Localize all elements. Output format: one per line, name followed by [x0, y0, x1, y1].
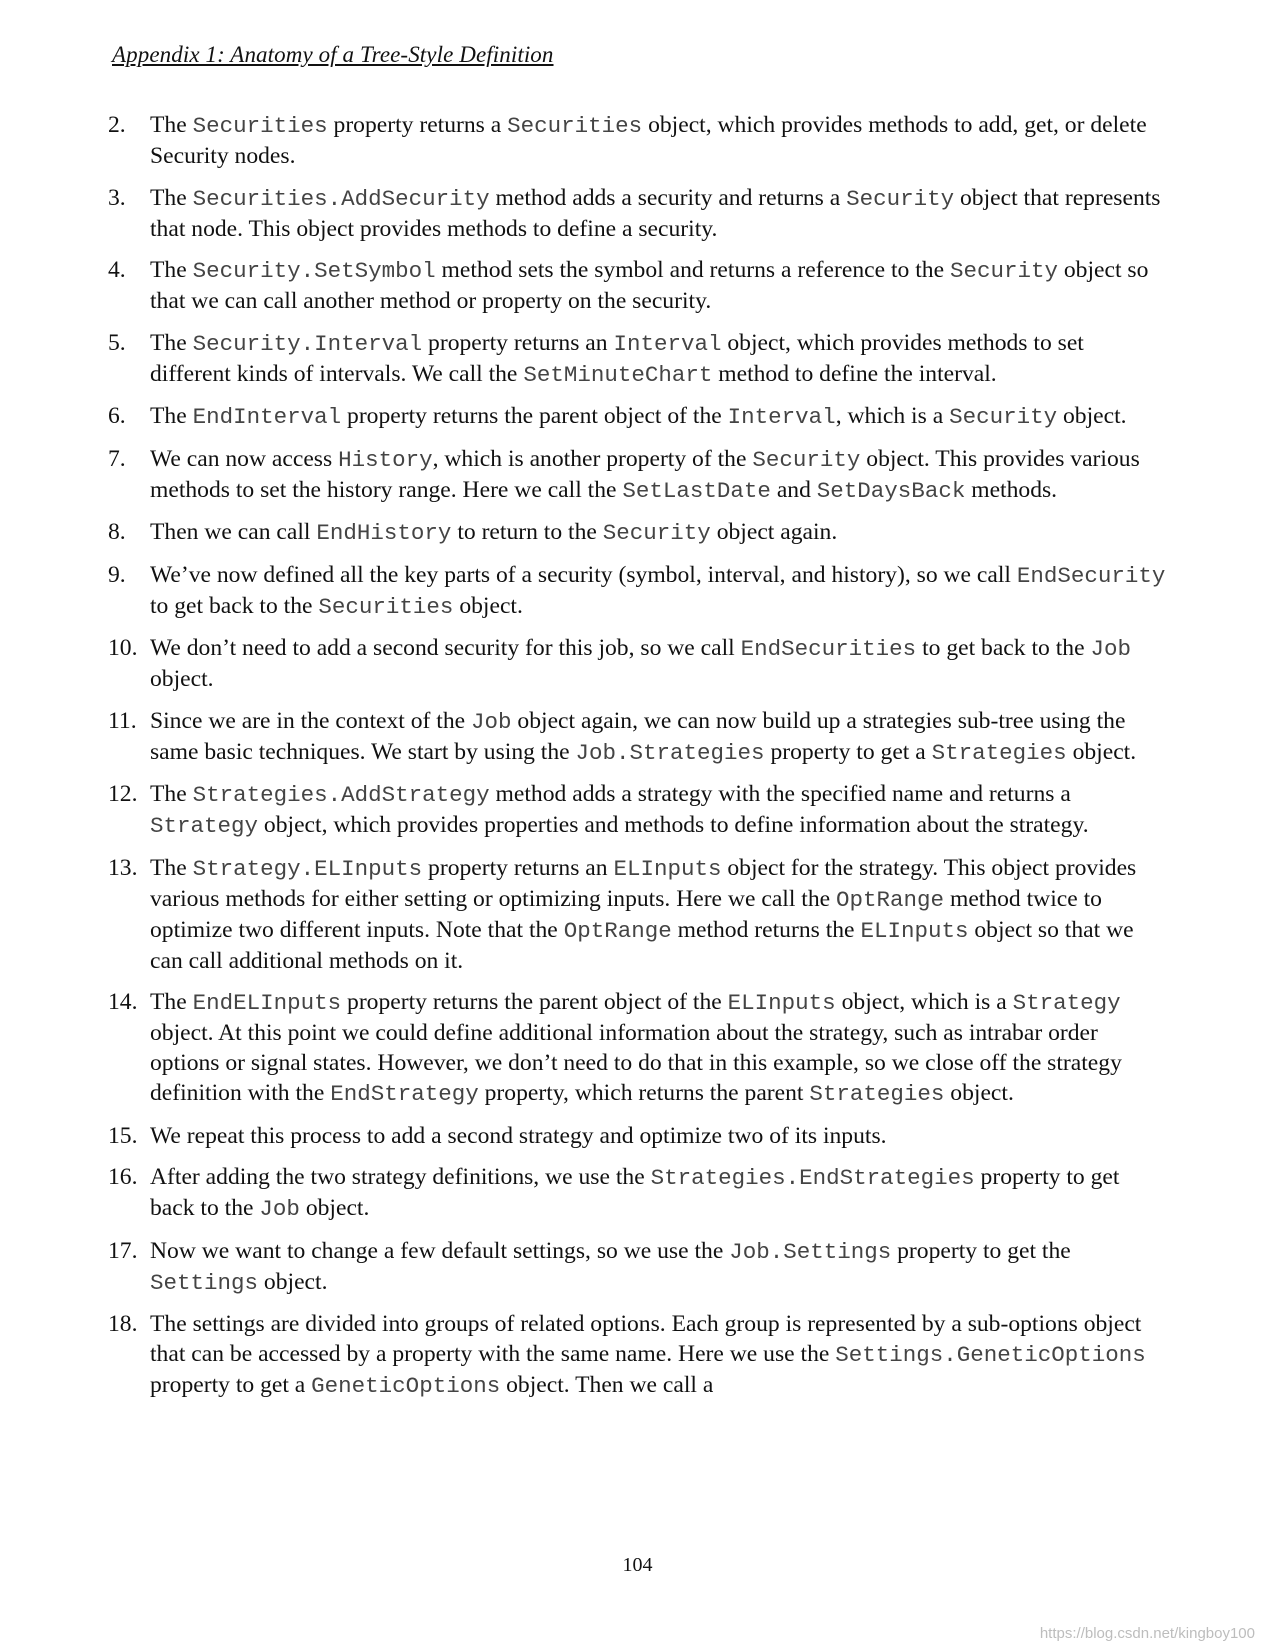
- text-run: Then we can call: [150, 519, 317, 545]
- list-item-number: 7.: [108, 445, 126, 472]
- code-term: Security: [846, 185, 955, 212]
- text-run: property returns a: [327, 112, 508, 138]
- code-term: EndInterval: [192, 404, 342, 430]
- code-term: Strategy.ELInputs: [192, 855, 423, 882]
- text-run: object so that we can call another method or property on the security.: [150, 257, 1149, 314]
- code-term: Securities: [192, 113, 328, 139]
- list-item-number: 3.: [108, 184, 126, 211]
- list-item-number: 10.: [108, 635, 138, 661]
- list-item-number: 15.: [108, 1122, 138, 1149]
- code-term: Job.Strategies: [575, 739, 765, 766]
- code-term: Strategy: [150, 813, 259, 839]
- list-item: [108, 987, 1168, 1109]
- text-run: , which is a: [835, 403, 950, 429]
- code-term: Security: [949, 258, 1058, 284]
- list-item: [108, 1309, 1168, 1401]
- list-item: [108, 110, 1168, 171]
- text-run: to get back to the: [150, 592, 319, 619]
- text-run: property returns an: [422, 854, 614, 881]
- code-term: ELInputs: [727, 990, 836, 1016]
- list-item: [108, 444, 1168, 506]
- code-term: EndStrategy: [330, 1081, 479, 1107]
- text-run: The: [150, 184, 193, 211]
- list-item: [108, 328, 1168, 390]
- code-term: Security.SetSymbol: [192, 258, 436, 284]
- list-item: [108, 706, 1168, 768]
- text-run: property returns an: [422, 329, 614, 356]
- text-run: to get back to the: [916, 635, 1091, 661]
- list-item-number: 16.: [108, 1164, 138, 1190]
- list-item-number: 9.: [108, 561, 126, 588]
- text-run: object. At this point we could define additional information about the strategy, such as intrabar order options or signal states. However, we don’t need to do that in this example, so we close off the strategy definition with the: [150, 1020, 1122, 1106]
- text-run: object.: [150, 666, 214, 692]
- page-number: 104: [622, 1554, 653, 1576]
- text-run: We can now access: [150, 445, 339, 472]
- text-run: methods.: [965, 476, 1058, 503]
- text-run: method twice to optimize two different inputs. Note that the: [150, 885, 1102, 943]
- text-run: The: [150, 257, 193, 283]
- list-item: [108, 779, 1168, 841]
- text-run: object. Then we call a: [500, 1372, 714, 1398]
- text-run: object.: [258, 1268, 328, 1295]
- list-item-number: 18.: [108, 1311, 138, 1337]
- text-run: object.: [1066, 738, 1137, 765]
- text-run: object. This provides various methods to set the history range. Here we call the: [150, 445, 1140, 503]
- code-term: OptRange: [563, 917, 672, 944]
- list-item: [108, 401, 1168, 432]
- watermark: https://blog.csdn.net/kingboy100: [1039, 1625, 1255, 1642]
- list-item: [108, 1162, 1168, 1224]
- code-term: Strategies: [809, 1081, 945, 1107]
- list-item-number: 4.: [108, 257, 126, 283]
- text-run: We don’t need to add a second security for this job, so we call: [150, 635, 741, 661]
- code-term: Settings: [150, 1269, 259, 1296]
- code-term: Job.Settings: [729, 1238, 892, 1265]
- list-item: [108, 560, 1168, 622]
- code-term: Securities: [318, 593, 454, 620]
- text-run: We repeat this process to add a second strategy and optimize two of its inputs.: [150, 1122, 887, 1149]
- text-run: The: [150, 781, 193, 807]
- text-run: to return to the: [451, 519, 603, 545]
- text-run: property, which returns the parent: [478, 1080, 810, 1106]
- list-item: [108, 255, 1168, 316]
- text-run: The: [150, 112, 193, 138]
- code-term: Strategies.EndStrategies: [650, 1165, 975, 1191]
- list-item-number: 14.: [108, 989, 138, 1015]
- text-run: Since we are in the context of the: [150, 707, 472, 734]
- text-run: object.: [944, 1080, 1014, 1106]
- text-run: object.: [453, 592, 523, 619]
- text-run: object for the strategy. This object provides various methods for either setting or optimizing inputs. Here we call the: [150, 854, 1137, 912]
- list-item: [108, 853, 1168, 976]
- text-run: property returns the parent object of the: [341, 403, 728, 429]
- code-term: EndHistory: [316, 520, 452, 546]
- text-run: method returns the: [671, 916, 861, 943]
- code-term: Strategy: [1012, 990, 1121, 1016]
- text-run: method to define the interval.: [712, 360, 997, 387]
- code-term: ELInputs: [613, 855, 722, 882]
- numbered-list: [108, 110, 1168, 1413]
- text-run: property to get back to the: [150, 1164, 1120, 1221]
- text-run: method adds a strategy with the specified name and returns a: [489, 781, 1071, 807]
- code-term: Strategies.AddStrategy: [192, 782, 490, 808]
- code-term: EndSecurity: [1016, 562, 1166, 589]
- text-run: object that represents that node. This object provides methods to define a security.: [150, 184, 1161, 242]
- text-run: property to get a: [764, 738, 932, 765]
- code-term: ELInputs: [860, 917, 969, 944]
- text-run: object again, we can now build up a strategies sub-tree using the same basic techniques. We start by using the: [150, 707, 1126, 765]
- text-run: object, which is a: [835, 989, 1013, 1015]
- code-term: SetMinuteChart: [523, 361, 713, 388]
- list-item-number: 13.: [108, 854, 138, 881]
- text-run: The: [150, 989, 193, 1015]
- text-run: object.: [299, 1195, 370, 1221]
- code-term: Job: [259, 1196, 300, 1222]
- list-item-number: 2.: [108, 112, 126, 138]
- list-item: [108, 1121, 1168, 1151]
- text-run: object, which provides properties and methods to define information about the strategy.: [258, 812, 1089, 838]
- list-item: [108, 633, 1168, 694]
- text-run: and: [770, 476, 817, 503]
- list-item-number: 17.: [108, 1237, 138, 1264]
- text-run: Now we want to change a few default settings, so we use the: [150, 1237, 730, 1264]
- text-run: property returns the parent object of the: [341, 989, 728, 1015]
- list-item-number: 12.: [108, 781, 138, 807]
- list-item-number: 11.: [108, 707, 137, 734]
- text-run: The: [150, 403, 193, 429]
- text-run: property to get a: [150, 1372, 312, 1398]
- list-item-number: 8.: [108, 519, 126, 545]
- text-run: object, which provides methods to set different kinds of intervals. We call the: [150, 329, 1084, 387]
- code-term: OptRange: [836, 886, 945, 913]
- page-header: Appendix 1: Anatomy of a Tree-Style Definition: [112, 42, 554, 67]
- code-term: SetDaysBack: [816, 477, 966, 504]
- text-run: property to get the: [891, 1237, 1071, 1264]
- code-term: Security: [602, 520, 711, 546]
- text-run: We’ve now defined all the key parts of a security (symbol, interval, and history), so we call: [150, 561, 1017, 588]
- code-term: GeneticOptions: [311, 1373, 501, 1399]
- text-run: method adds a security and returns a: [489, 184, 847, 211]
- text-run: object.: [1057, 403, 1127, 429]
- code-term: Security.Interval: [192, 330, 423, 357]
- list-item: [108, 183, 1168, 244]
- code-term: Interval: [727, 404, 836, 430]
- code-term: Job: [471, 708, 512, 735]
- code-term: Securities: [507, 113, 643, 139]
- code-term: Securities.AddSecurity: [192, 185, 490, 212]
- text-run: The settings are divided into groups of related options. Each group is represented by a sub-options object that can be accessed by a property with the same name. Here we use the: [150, 1311, 1142, 1367]
- code-term: History: [338, 446, 433, 473]
- text-run: After adding the two strategy definitions, we use the: [150, 1164, 651, 1190]
- code-term: Security: [949, 404, 1058, 430]
- list-item-number: 5.: [108, 329, 126, 356]
- code-term: Interval: [613, 330, 722, 357]
- list-item: [108, 1236, 1168, 1298]
- code-term: Security: [752, 446, 861, 473]
- text-run: , which is another property of the: [432, 445, 753, 472]
- text-run: The: [150, 854, 193, 881]
- code-term: Settings.GeneticOptions: [835, 1342, 1146, 1368]
- text-run: object, which provides methods to add, get, or delete Security nodes.: [150, 112, 1147, 169]
- text-run: object so that we can call additional methods on it.: [150, 916, 1134, 974]
- code-term: EndSecurities: [740, 636, 917, 662]
- list-item: [108, 517, 1168, 548]
- code-term: EndELInputs: [192, 990, 342, 1016]
- list-item-number: 6.: [108, 403, 126, 429]
- text-run: method sets the symbol and returns a reference to the: [435, 257, 950, 283]
- code-term: Strategies: [931, 739, 1067, 766]
- text-run: object again.: [710, 519, 838, 545]
- code-term: Job: [1090, 636, 1131, 662]
- code-term: SetLastDate: [622, 477, 771, 504]
- text-run: The: [150, 329, 193, 356]
